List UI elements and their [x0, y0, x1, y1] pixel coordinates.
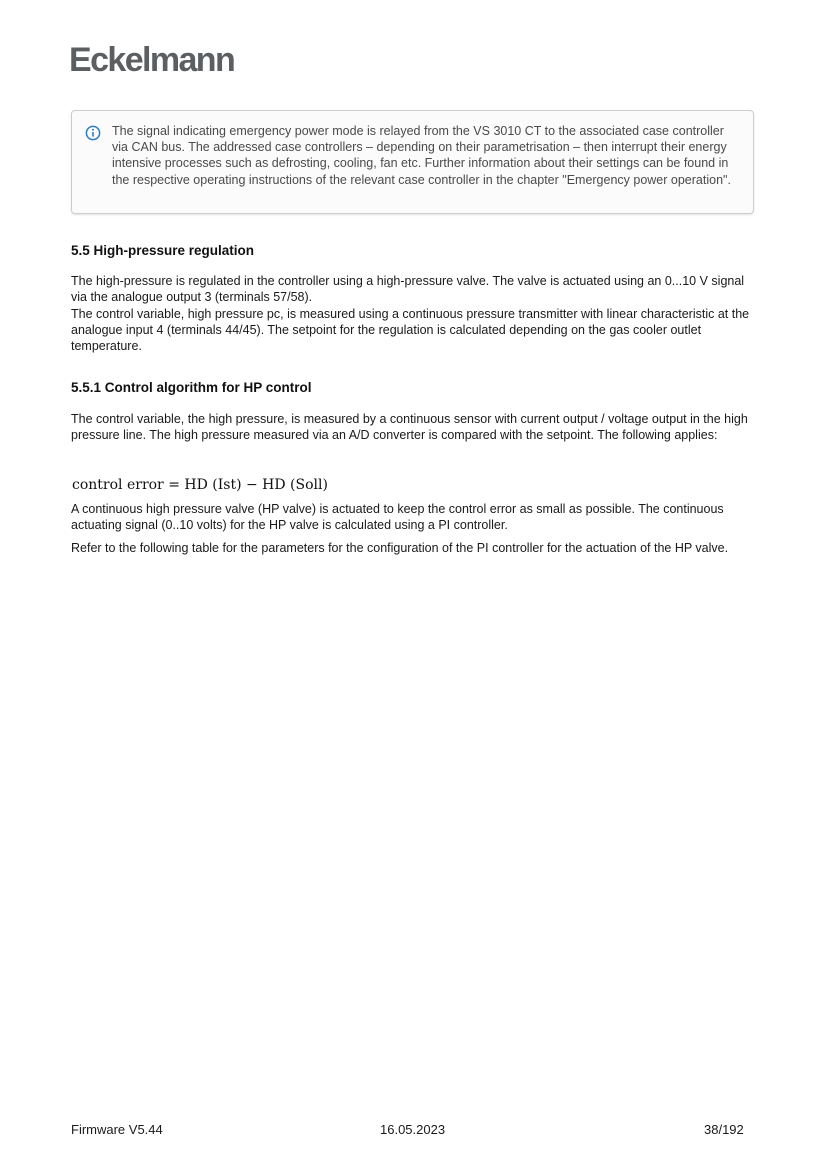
- company-logo: Eckelmann: [69, 41, 235, 79]
- section-5-5-paragraph-2: The control variable, high pressure pc, is measured using a continuous pressure transmitter with linear characteristic at the analogue input 4 (terminals 44/45). The setpoint for the regulation is calculated depending on the gas cooler outlet temperature.: [71, 307, 750, 354]
- footer-firmware: Firmware V5.44: [71, 1122, 163, 1137]
- info-box: [71, 110, 754, 214]
- control-error-formula: control error = HD (Ist) − HD (Soll): [72, 477, 328, 493]
- section-5-5-1-paragraph-3: Refer to the following table for the parameters for the configuration of the PI controller for the actuation of the HP valve.: [71, 541, 729, 555]
- section-5-5-1-paragraph-1: The control variable, the high pressure, is measured by a continuous sensor with current output / voltage output in the high pressure line. The high pressure measured via an A/D converter is compared with the setpoint. The following applies:: [71, 412, 748, 443]
- section-5-5-1-heading: 5.5.1 Control algorithm for HP control: [71, 380, 312, 395]
- footer-date: 16.05.2023: [380, 1122, 446, 1137]
- section-5-5-heading: 5.5 High-pressure regulation: [71, 243, 255, 258]
- section-5-5-paragraph-1: The high-pressure is regulated in the controller using a high-pressure valve. The valve is actuated using an 0...10 V signal via the analogue output 3 (terminals 57/58).: [71, 274, 745, 305]
- section-5-5-1-paragraph-2: A continuous high pressure valve (HP valve) is actuated to keep the control error as small as possible. The continuous actuating signal (0..10 volts) for the HP valve is calculated using a PI controller.: [71, 502, 724, 533]
- info-box-text: The signal indicating emergency power mode is relayed from the VS 3010 CT to the associated case controller via CAN bus. The addressed case controllers – depending on their parametrisation – then interrupt their energy intensive processes such as defrosting, cooling, fan etc. Further information about their settings can be found in the respective operating instructions of the relevant case controller in the chapter "Emergency power operation".: [112, 124, 731, 187]
- info-circle-icon: [85, 125, 101, 141]
- footer-page-number: 38/192: [704, 1122, 744, 1137]
